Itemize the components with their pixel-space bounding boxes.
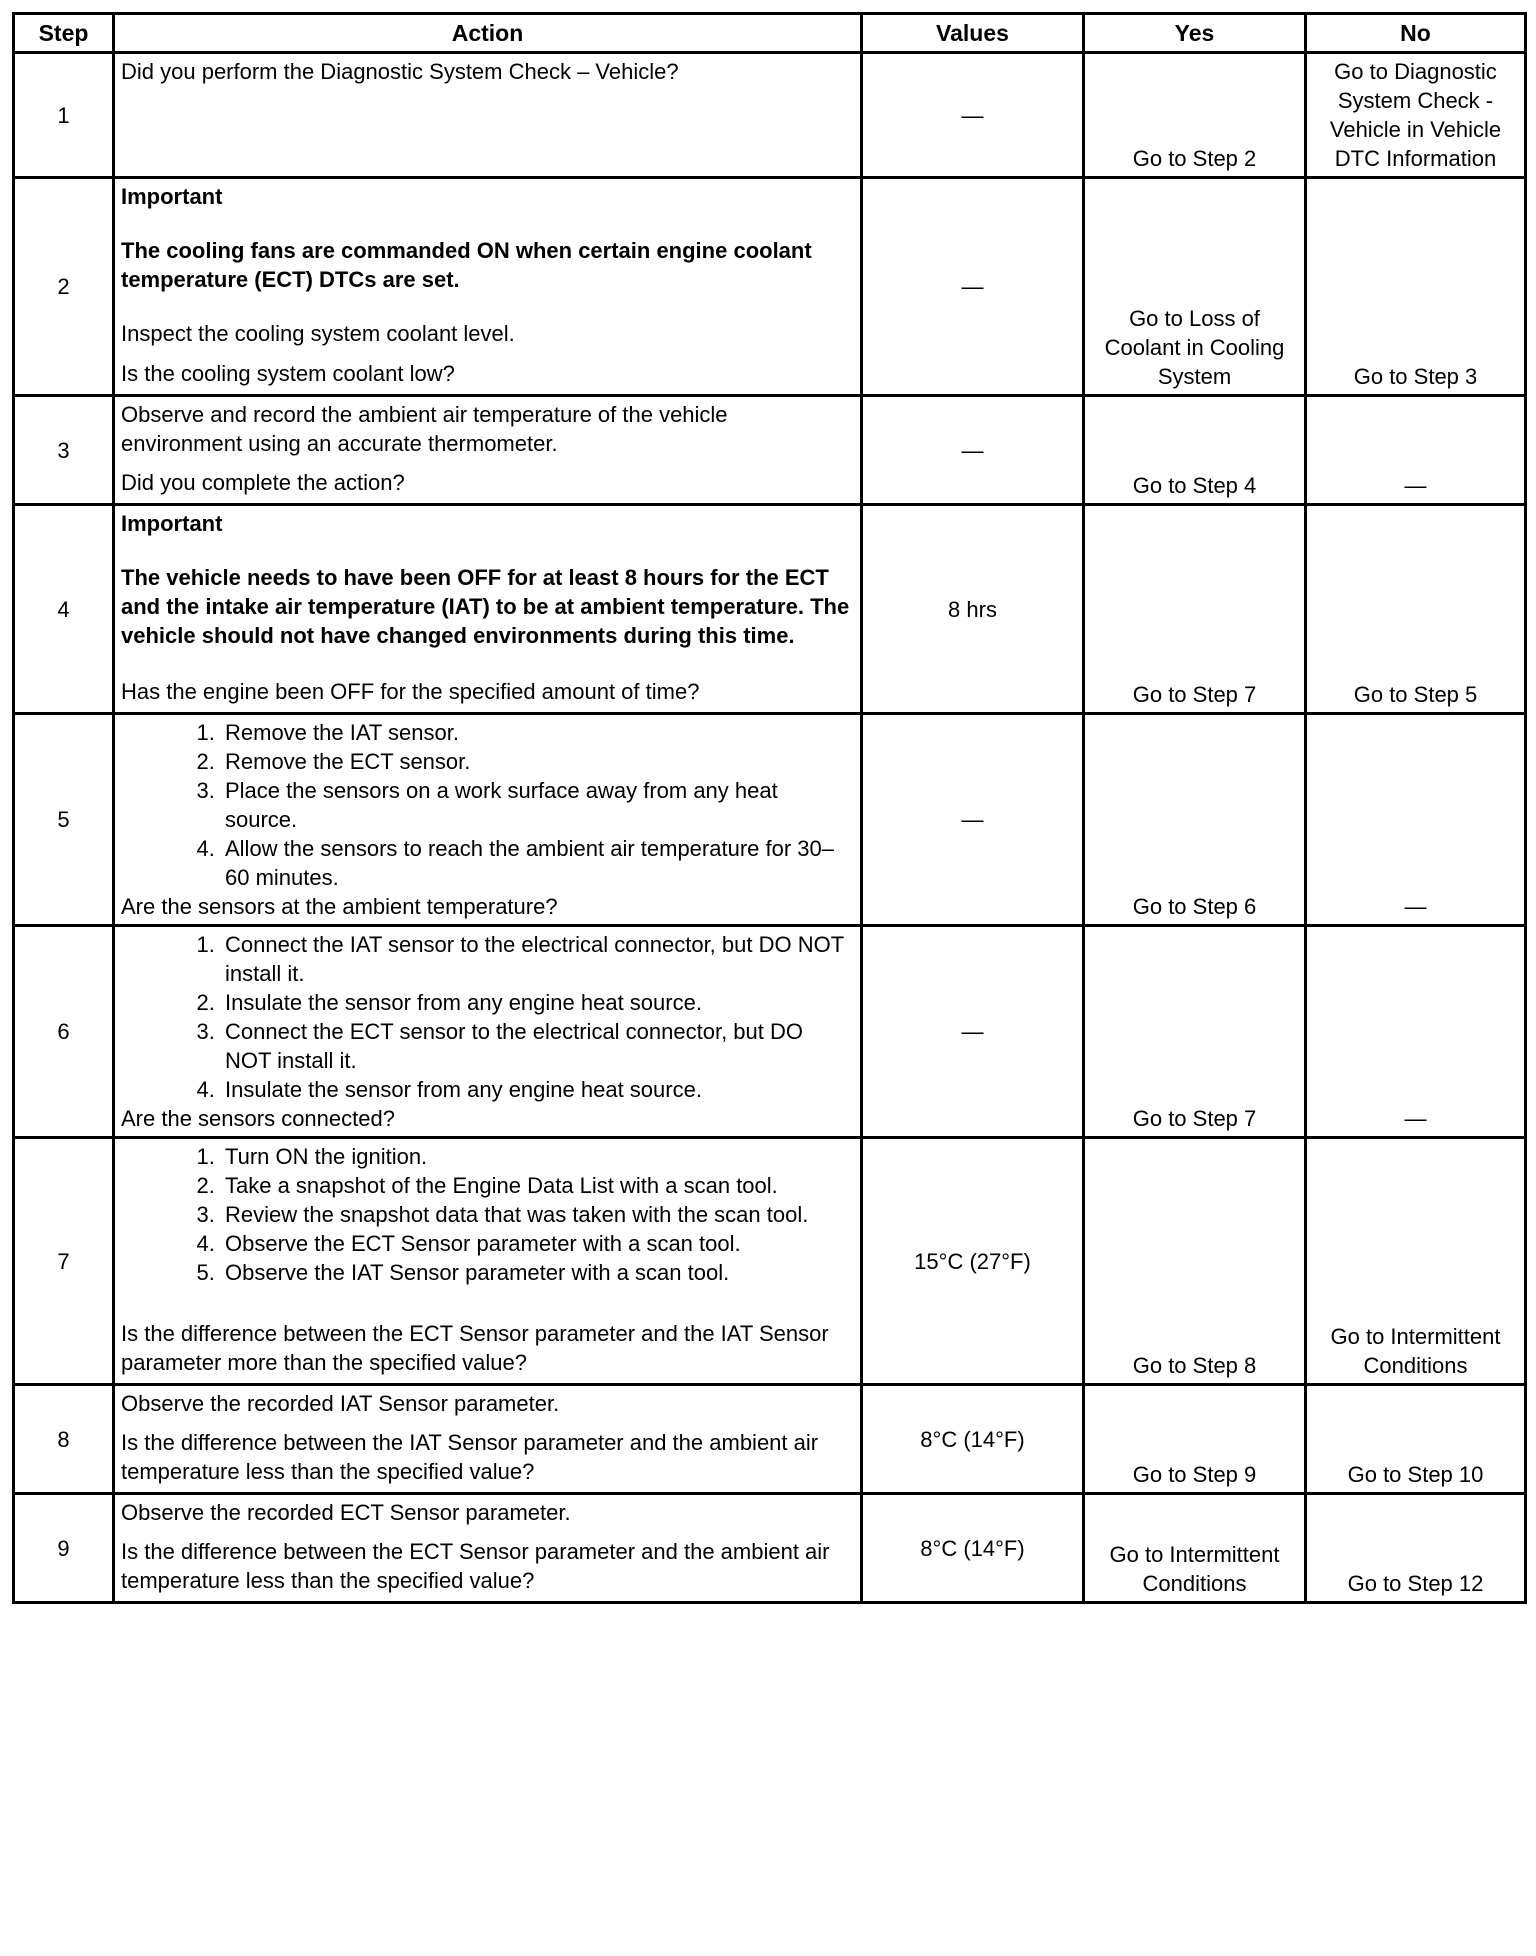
procedure-list	[121, 1142, 854, 1287]
procedure-step: 5. Observe the IAT Sensor parameter with a scan tool.	[221, 1258, 854, 1287]
no-result: Go to Diagnostic System Check - Vehicle in Vehicle DTC Information	[1306, 53, 1526, 178]
value-cell: —	[862, 714, 1084, 926]
diagnostic-table	[12, 12, 1527, 1604]
step-number: 1	[14, 53, 114, 178]
yes-result: Go to Step 4	[1084, 396, 1306, 505]
action-cell	[114, 1494, 862, 1603]
value-cell: 8°C (14°F)	[862, 1494, 1084, 1603]
table-row	[14, 53, 1526, 178]
action-question: Is the difference between the IAT Sensor parameter and the ambient air temperature less than the specified value?	[121, 1430, 819, 1484]
action-cell	[114, 926, 862, 1138]
step-number: 7	[14, 1138, 114, 1385]
value-cell: —	[862, 53, 1084, 178]
header-action: Action	[114, 14, 862, 53]
value-cell: 8 hrs	[862, 505, 1084, 714]
step-number: 3	[14, 396, 114, 505]
yes-result: Go to Step 7	[1084, 505, 1306, 714]
action-question: Is the difference between the ECT Sensor parameter and the IAT Sensor parameter more than the specified value?	[121, 1321, 829, 1375]
action-question: Did you perform the Diagnostic System Check – Vehicle?	[121, 59, 679, 84]
procedure-step: 4. Allow the sensors to reach the ambient air temperature for 30–60 minutes.	[221, 834, 854, 892]
action-cell	[114, 178, 862, 396]
procedure-step: 4. Observe the ECT Sensor parameter with a scan tool.	[221, 1229, 854, 1258]
action-cell	[114, 1138, 862, 1385]
procedure-step: 3. Place the sensors on a work surface away from any heat source.	[221, 776, 854, 834]
step-number: 5	[14, 714, 114, 926]
yes-result: Go to Intermittent Conditions	[1084, 1494, 1306, 1603]
action-question: Are the sensors connected?	[121, 1106, 395, 1131]
procedure-step: 3. Connect the ECT sensor to the electrical connector, but DO NOT install it.	[221, 1017, 854, 1075]
step-number: 6	[14, 926, 114, 1138]
procedure-step: 2. Remove the ECT sensor.	[221, 747, 854, 776]
step-number: 2	[14, 178, 114, 396]
action-cell	[114, 714, 862, 926]
procedure-step: 2. Insulate the sensor from any engine heat source.	[221, 988, 854, 1017]
procedure-list	[121, 718, 854, 892]
no-result: Go to Step 12	[1306, 1494, 1526, 1603]
table-row	[14, 505, 1526, 714]
no-result: Go to Intermittent Conditions	[1306, 1138, 1526, 1385]
table-row	[14, 714, 1526, 926]
action-question: Are the sensors at the ambient temperature?	[121, 894, 558, 919]
header-step: Step	[14, 14, 114, 53]
no-result: Go to Step 3	[1306, 178, 1526, 396]
no-result: —	[1306, 714, 1526, 926]
action-question: Is the cooling system coolant low?	[121, 361, 455, 386]
yes-result: Go to Step 6	[1084, 714, 1306, 926]
important-label: Important	[121, 511, 223, 536]
procedure-step: 1. Remove the IAT sensor.	[221, 718, 854, 747]
yes-result: Go to Step 7	[1084, 926, 1306, 1138]
action-cell	[114, 396, 862, 505]
table-row	[14, 1138, 1526, 1385]
header-values: Values	[862, 14, 1084, 53]
no-result: —	[1306, 396, 1526, 505]
action-instruction: Inspect the cooling system coolant level.	[121, 321, 515, 346]
header-no: No	[1306, 14, 1526, 53]
header-row	[14, 14, 1526, 53]
table-row	[14, 1494, 1526, 1603]
procedure-list	[121, 930, 854, 1104]
action-cell	[114, 1385, 862, 1494]
yes-result: Go to Step 2	[1084, 53, 1306, 178]
yes-result: Go to Loss of Coolant in Cooling System	[1084, 178, 1306, 396]
yes-result: Go to Step 8	[1084, 1138, 1306, 1385]
table-row	[14, 396, 1526, 505]
value-cell: —	[862, 926, 1084, 1138]
no-result: Go to Step 5	[1306, 505, 1526, 714]
procedure-step: 2. Take a snapshot of the Engine Data List with a scan tool.	[221, 1171, 854, 1200]
no-result: —	[1306, 926, 1526, 1138]
action-question: Did you complete the action?	[121, 470, 405, 495]
procedure-step: 3. Review the snapshot data that was taken with the scan tool.	[221, 1200, 854, 1229]
action-instruction: Observe and record the ambient air temperature of the vehicle environment using an accurate thermometer.	[121, 402, 728, 456]
table-row	[14, 1385, 1526, 1494]
no-result: Go to Step 10	[1306, 1385, 1526, 1494]
action-cell	[114, 505, 862, 714]
important-note: The cooling fans are commanded ON when certain engine coolant temperature (ECT) DTCs are set.	[121, 238, 812, 292]
action-instruction: Observe the recorded ECT Sensor parameter.	[121, 1500, 571, 1525]
procedure-step: 4. Insulate the sensor from any engine heat source.	[221, 1075, 854, 1104]
action-question: Is the difference between the ECT Sensor parameter and the ambient air temperature less than the specified value?	[121, 1539, 830, 1593]
step-number: 8	[14, 1385, 114, 1494]
step-number: 9	[14, 1494, 114, 1603]
procedure-step: 1. Turn ON the ignition.	[221, 1142, 854, 1171]
action-instruction: Observe the recorded IAT Sensor parameter.	[121, 1391, 560, 1416]
value-cell: —	[862, 178, 1084, 396]
step-number: 4	[14, 505, 114, 714]
procedure-step: 1. Connect the IAT sensor to the electrical connector, but DO NOT install it.	[221, 930, 854, 988]
value-cell: 15°C (27°F)	[862, 1138, 1084, 1385]
header-yes: Yes	[1084, 14, 1306, 53]
important-note: The vehicle needs to have been OFF for at least 8 hours for the ECT and the intake air temperature (IAT) to be at ambient temperature. The vehicle should not have changed environments during this time.	[121, 565, 850, 648]
action-question: Has the engine been OFF for the specified amount of time?	[121, 679, 700, 704]
important-label: Important	[121, 184, 223, 209]
table-row	[14, 926, 1526, 1138]
table-row	[14, 178, 1526, 396]
value-cell: 8°C (14°F)	[862, 1385, 1084, 1494]
yes-result: Go to Step 9	[1084, 1385, 1306, 1494]
action-cell	[114, 53, 862, 178]
value-cell: —	[862, 396, 1084, 505]
